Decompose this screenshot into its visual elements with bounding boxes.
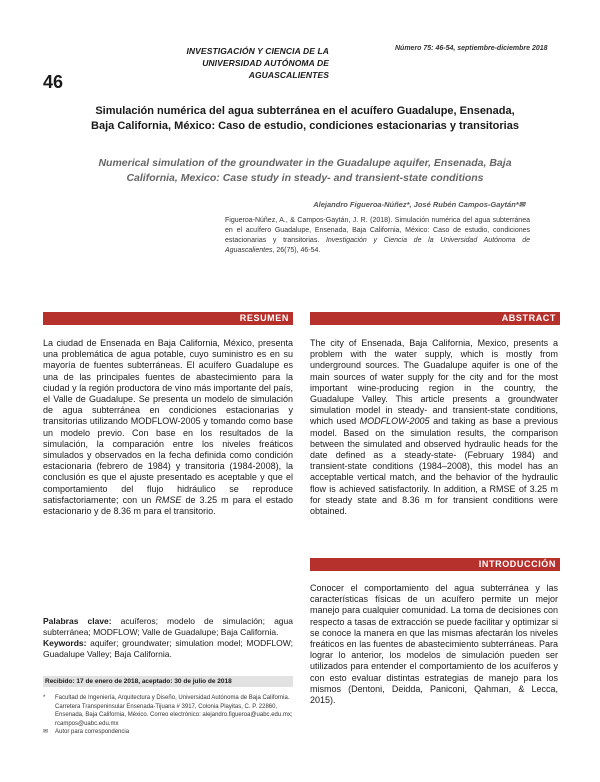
keywords-english (43, 638, 293, 660)
abstract-part1: The city of Ensenada, Baja California, Mexico, presents a problem with the water supply, which is mostly from underground sources. The Guadalupe aquifer is one of the main sources of water supply for the city and for the most important wine-producing region in the country, the Guadalupe Valley. This article presents a groundwater simulation model in steady- and transient-state conditions, which used (310, 338, 558, 427)
title-english: Numerical simulation of the groundwater in the Guadalupe aquifer, Ensenada, Baja California, Mexico: Case study in steady- and transient-state conditions (98, 157, 512, 184)
footnote-text: Facultad de Ingeniería, Arquitectura y Diseño, Universidad Autónoma de Baja California. Carretera Transpeninsular Ensenada-Tijuana # 3917, Colonia Playitas, C. P. 22860, Ensenada, Baja California, México. Correo electrónico: alejandro.figueroa@uabc.edu.mx; rcampos@uabc.edu.mx (55, 695, 293, 727)
resumen-rmse: RMSE (155, 494, 182, 505)
footnote-mark: ✉ (43, 729, 49, 735)
keywords-es-text: acuíferos; modelo de simulación; agua subterránea; MODFLOW; Valle de Guadalupe; Baja California. (43, 616, 293, 637)
keywords-spanish (43, 616, 293, 638)
footnote-text: Autor para correspondencia (55, 729, 130, 735)
footnote-affiliation (43, 694, 293, 728)
abstract-part2: and taking as base a previous model. Based on the simulation results, the comparison between the simulated and observed hydraulic heads for the date defined as a steady-state- (February 1984) and transient-state conditions (1984–2008), this model has an acceptable vertical match, and the behavior of the hydraulic flow is achieved satisfactorily. In addition, a RMSE of 3.25 m for steady state and 8.36 m for transient conditions were obtained. (310, 416, 558, 517)
footnote-mark: * (43, 695, 46, 701)
journal-name: INVESTIGACIÓN Y CIENCIA DE LA UNIVERSIDAD AUTÓNOMA DE AGUASCALIENTES (186, 46, 329, 80)
abstract-software: MODFLOW-2005 (359, 416, 430, 427)
abstract-heading: ABSTRACT (310, 312, 560, 325)
abstract-body (310, 338, 558, 517)
keywords-en-label: Keywords: (43, 638, 87, 648)
footnote-correspondence (43, 728, 293, 737)
received-dates: Recibido: 17 de enero de 2018, aceptado: 30 de julio de 2018 (43, 676, 293, 687)
page-number: 46 (43, 72, 64, 92)
issue-info: Número 75: 46-54, septiembre-diciembre 2018 (395, 45, 548, 52)
introduccion-body: Conocer el comportamiento del agua subterránea y las características físicas de un acuífero permite un mejor manejo para cualquier comunidad. La toma de decisiones con respecto a tasas de extracción se puede facilitar y optimizar si se conoce la manera en que las mismas afectarán los niveles freáticos en las fuentes de abastecimiento subterráneas. Para lograr lo anterior, los modelos de simulación pueden ser utilizados para entender el comportamiento de los acuíferos y con esto evaluar distintas estrategias de manejo para los mismos (Dentoni, Deidda, Paniconi, Qahman, & Lecca, 2015). (310, 583, 558, 706)
footnotes (43, 694, 293, 737)
citation-tail: , 26(75), 46-54. (272, 247, 321, 254)
keywords-es-label: Palabras clave: (43, 616, 112, 626)
resumen-body (43, 338, 293, 517)
resumen-part2: de 3.25 m para el estado estacionario y de 8.36 m para el transitorio. (43, 494, 293, 517)
resumen-part1: La ciudad de Ensenada en Baja California, México, presenta una problemática de agua potable, cuyo suministro es en su mayoría de fuentes subterráneas. El acuífero Guadalupe es una de las principales fuentes de abastecimiento para la ciudad y la región productora de vino más importante del país, el Valle de Guadalupe. Se presenta un modelo de simulación de agua subterránea en condiciones estacionarias y transitorias utilizando MODFLOW-2005 y tomando como base un modelo previo. Con base en los resultados de la simulación, la comparación entre los niveles freáticos simulados y observados en la fecha definida como condición estacionaria (febrero de 1984) y transitoria (1984-2008), la conclusión es que el ajuste presentado es aceptable y que el comportamiento del flujo hidráulico se reproduce satisfactoriamente; con un (43, 338, 293, 505)
keywords-block (43, 616, 293, 660)
keywords-en-text: aquifer; groundwater; simulation model; MODFLOW; Guadalupe Valley; Baja California. (43, 638, 293, 659)
authors: Alejandro Figueroa-Núñez*, José Rubén Campos-Gaytán*✉ (313, 200, 525, 209)
citation-journal: Investigación y Ciencia de la Universidad Autónoma de Aguascalientes (225, 237, 530, 254)
title-spanish: Simulación numérica del agua subterránea en el acuífero Guadalupe, Ensenada, Baja California, México: Caso de estudio, condiciones estacionarias y transitorias (91, 105, 519, 132)
citation-text: Figueroa-Núñez, A., & Campos-Gaytán, J. R. (2018). Simulación numérica del agua subterránea en el acuífero Guadalupe, Ensenada, Baja California, México: Caso de estudio, condiciones estacionarias y transitorias. (225, 217, 530, 244)
introduccion-heading: INTRODUCCIÓN (310, 558, 560, 571)
resumen-heading: RESUMEN (43, 312, 293, 325)
citation (225, 216, 530, 256)
